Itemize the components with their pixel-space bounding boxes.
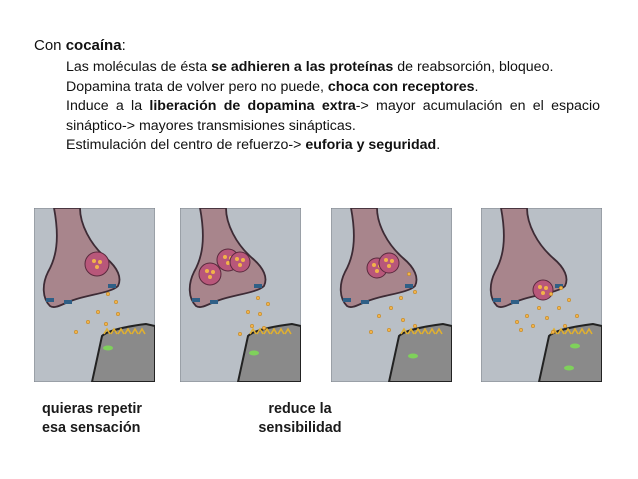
synapse-diagram bbox=[331, 208, 452, 382]
caption-right-line-1: reduce la bbox=[268, 401, 332, 417]
dopamine-molecule bbox=[399, 296, 403, 300]
dopamine-molecule bbox=[256, 296, 260, 300]
bullet-emphasis: choca con receptores bbox=[327, 78, 475, 95]
dopamine-molecule bbox=[106, 292, 110, 296]
dopamine-molecule bbox=[525, 314, 529, 318]
signal-marker bbox=[408, 354, 418, 359]
bullet-text: -> mayor acumulación en el espacio sináptico-> mayores transmisiones sinápticas. bbox=[66, 98, 601, 134]
dopamine-molecule bbox=[519, 328, 523, 332]
dopamine-molecule bbox=[250, 324, 254, 328]
dopamine-molecule bbox=[413, 324, 417, 328]
dopamine-molecule bbox=[563, 324, 567, 328]
vesicle-dopamine bbox=[544, 286, 548, 290]
dopamine-molecule bbox=[575, 314, 579, 318]
reuptake-transporter bbox=[108, 284, 116, 288]
dopamine-molecule bbox=[545, 316, 549, 320]
synaptic-vesicle bbox=[199, 263, 221, 285]
vesicle-dopamine bbox=[241, 258, 245, 262]
vesicle-dopamine bbox=[375, 269, 379, 273]
vesicle-dopamine bbox=[211, 270, 215, 274]
synaptic-vesicle bbox=[85, 252, 109, 276]
signal-marker bbox=[249, 351, 259, 356]
bullet-text: . bbox=[436, 137, 441, 154]
reuptake-transporter bbox=[210, 300, 218, 304]
bullet-text: Estimulación del centro de refuerzo-> bbox=[66, 137, 306, 154]
dopamine-molecule bbox=[537, 306, 541, 310]
dopamine-molecule bbox=[246, 310, 250, 314]
bullet-text: Las moléculas de ésta bbox=[66, 59, 212, 75]
vesicle-dopamine bbox=[223, 255, 227, 259]
bullet-emphasis: se adhieren a las proteínas bbox=[211, 59, 394, 75]
signal-marker bbox=[103, 346, 113, 351]
dopamine-molecule bbox=[387, 328, 391, 332]
synaptic-vesicle bbox=[379, 253, 399, 273]
synapse-panel-1 bbox=[34, 208, 155, 382]
vesicle-dopamine bbox=[95, 265, 99, 269]
reuptake-transporter bbox=[405, 284, 413, 288]
dopamine-molecule bbox=[377, 314, 381, 318]
vesicle-dopamine bbox=[387, 264, 391, 268]
signal-marker bbox=[564, 366, 574, 371]
dopamine-molecule bbox=[567, 298, 571, 302]
caption-left-line-2: esa sensación bbox=[42, 420, 141, 436]
bullet-emphasis: euforia y seguridad bbox=[305, 137, 437, 154]
reuptake-transporter bbox=[511, 300, 519, 304]
dopamine-molecule bbox=[559, 286, 563, 290]
dopamine-molecule bbox=[551, 330, 555, 334]
caption-right bbox=[236, 400, 364, 438]
bullet-list bbox=[34, 58, 600, 156]
dopamine-molecule bbox=[74, 330, 78, 334]
synaptic-vesicle bbox=[533, 280, 553, 300]
bullet-item-4 bbox=[66, 136, 600, 156]
vesicle-dopamine bbox=[238, 263, 242, 267]
vesicle-dopamine bbox=[226, 261, 230, 265]
reuptake-transporter bbox=[192, 298, 200, 302]
dopamine-molecule bbox=[114, 300, 118, 304]
synapse-panel-2 bbox=[180, 208, 301, 382]
caption-right-line-2: sensibilidad bbox=[258, 420, 342, 436]
vesicle-dopamine bbox=[235, 257, 239, 261]
dopamine-molecule bbox=[557, 306, 561, 310]
bullet-emphasis: liberación de dopamina extra bbox=[149, 98, 356, 115]
vesicle-dopamine bbox=[98, 260, 102, 264]
dopamine-molecule bbox=[262, 326, 266, 330]
reuptake-transporter bbox=[254, 284, 262, 288]
bullet-text: . bbox=[474, 78, 479, 95]
synapse-diagram bbox=[34, 208, 155, 382]
caption-left bbox=[42, 400, 142, 438]
dopamine-molecule bbox=[413, 290, 417, 294]
synaptic-vesicle bbox=[230, 252, 250, 272]
vesicle-dopamine bbox=[205, 269, 209, 273]
caption-left-line-1: quieras repetir bbox=[42, 401, 142, 417]
synapse-panel-3 bbox=[331, 208, 452, 382]
dopamine-molecule bbox=[266, 302, 270, 306]
vesicle-dopamine bbox=[372, 263, 376, 267]
heading-bold-word: cocaína bbox=[65, 37, 122, 54]
reuptake-transporter bbox=[361, 300, 369, 304]
dopamine-molecule bbox=[369, 330, 373, 334]
reuptake-transporter bbox=[343, 298, 351, 302]
dopamine-molecule bbox=[116, 312, 120, 316]
bullet-item-3 bbox=[66, 97, 600, 136]
vesicle-dopamine bbox=[538, 285, 542, 289]
vesicle-dopamine bbox=[390, 259, 394, 263]
dopamine-molecule bbox=[549, 292, 553, 296]
bullet-text: de reabsorción, bloqueo. bbox=[393, 59, 554, 75]
reuptake-transporter bbox=[64, 300, 72, 304]
dopamine-molecule bbox=[531, 324, 535, 328]
vesicle-dopamine bbox=[208, 275, 212, 279]
dopamine-molecule bbox=[389, 306, 393, 310]
vesicle-dopamine bbox=[541, 291, 545, 295]
dopamine-molecule bbox=[104, 322, 108, 326]
vesicle-dopamine bbox=[384, 258, 388, 262]
heading-suffix: : bbox=[121, 37, 126, 54]
dopamine-molecule bbox=[86, 320, 90, 324]
bullet-item-1 bbox=[66, 58, 600, 78]
slide-text bbox=[34, 36, 600, 156]
dopamine-molecule bbox=[96, 310, 100, 314]
synapse-panel-4 bbox=[481, 208, 602, 382]
synapse-diagram bbox=[481, 208, 602, 382]
vesicle-dopamine bbox=[92, 259, 96, 263]
dopamine-molecule bbox=[407, 272, 411, 276]
bullet-item-2 bbox=[66, 78, 600, 98]
reuptake-transporter bbox=[493, 298, 501, 302]
synapse-diagram bbox=[180, 208, 301, 382]
bullet-text: Induce a la bbox=[66, 98, 150, 115]
dopamine-molecule bbox=[258, 312, 262, 316]
signal-marker bbox=[570, 344, 580, 349]
reuptake-transporter bbox=[46, 298, 54, 302]
dopamine-molecule bbox=[515, 320, 519, 324]
heading bbox=[34, 36, 600, 56]
bullet-text: Dopamina trata de volver pero no puede, bbox=[66, 78, 328, 95]
heading-prefix: Con bbox=[34, 37, 66, 54]
dopamine-molecule bbox=[401, 318, 405, 322]
dopamine-molecule bbox=[238, 332, 242, 336]
